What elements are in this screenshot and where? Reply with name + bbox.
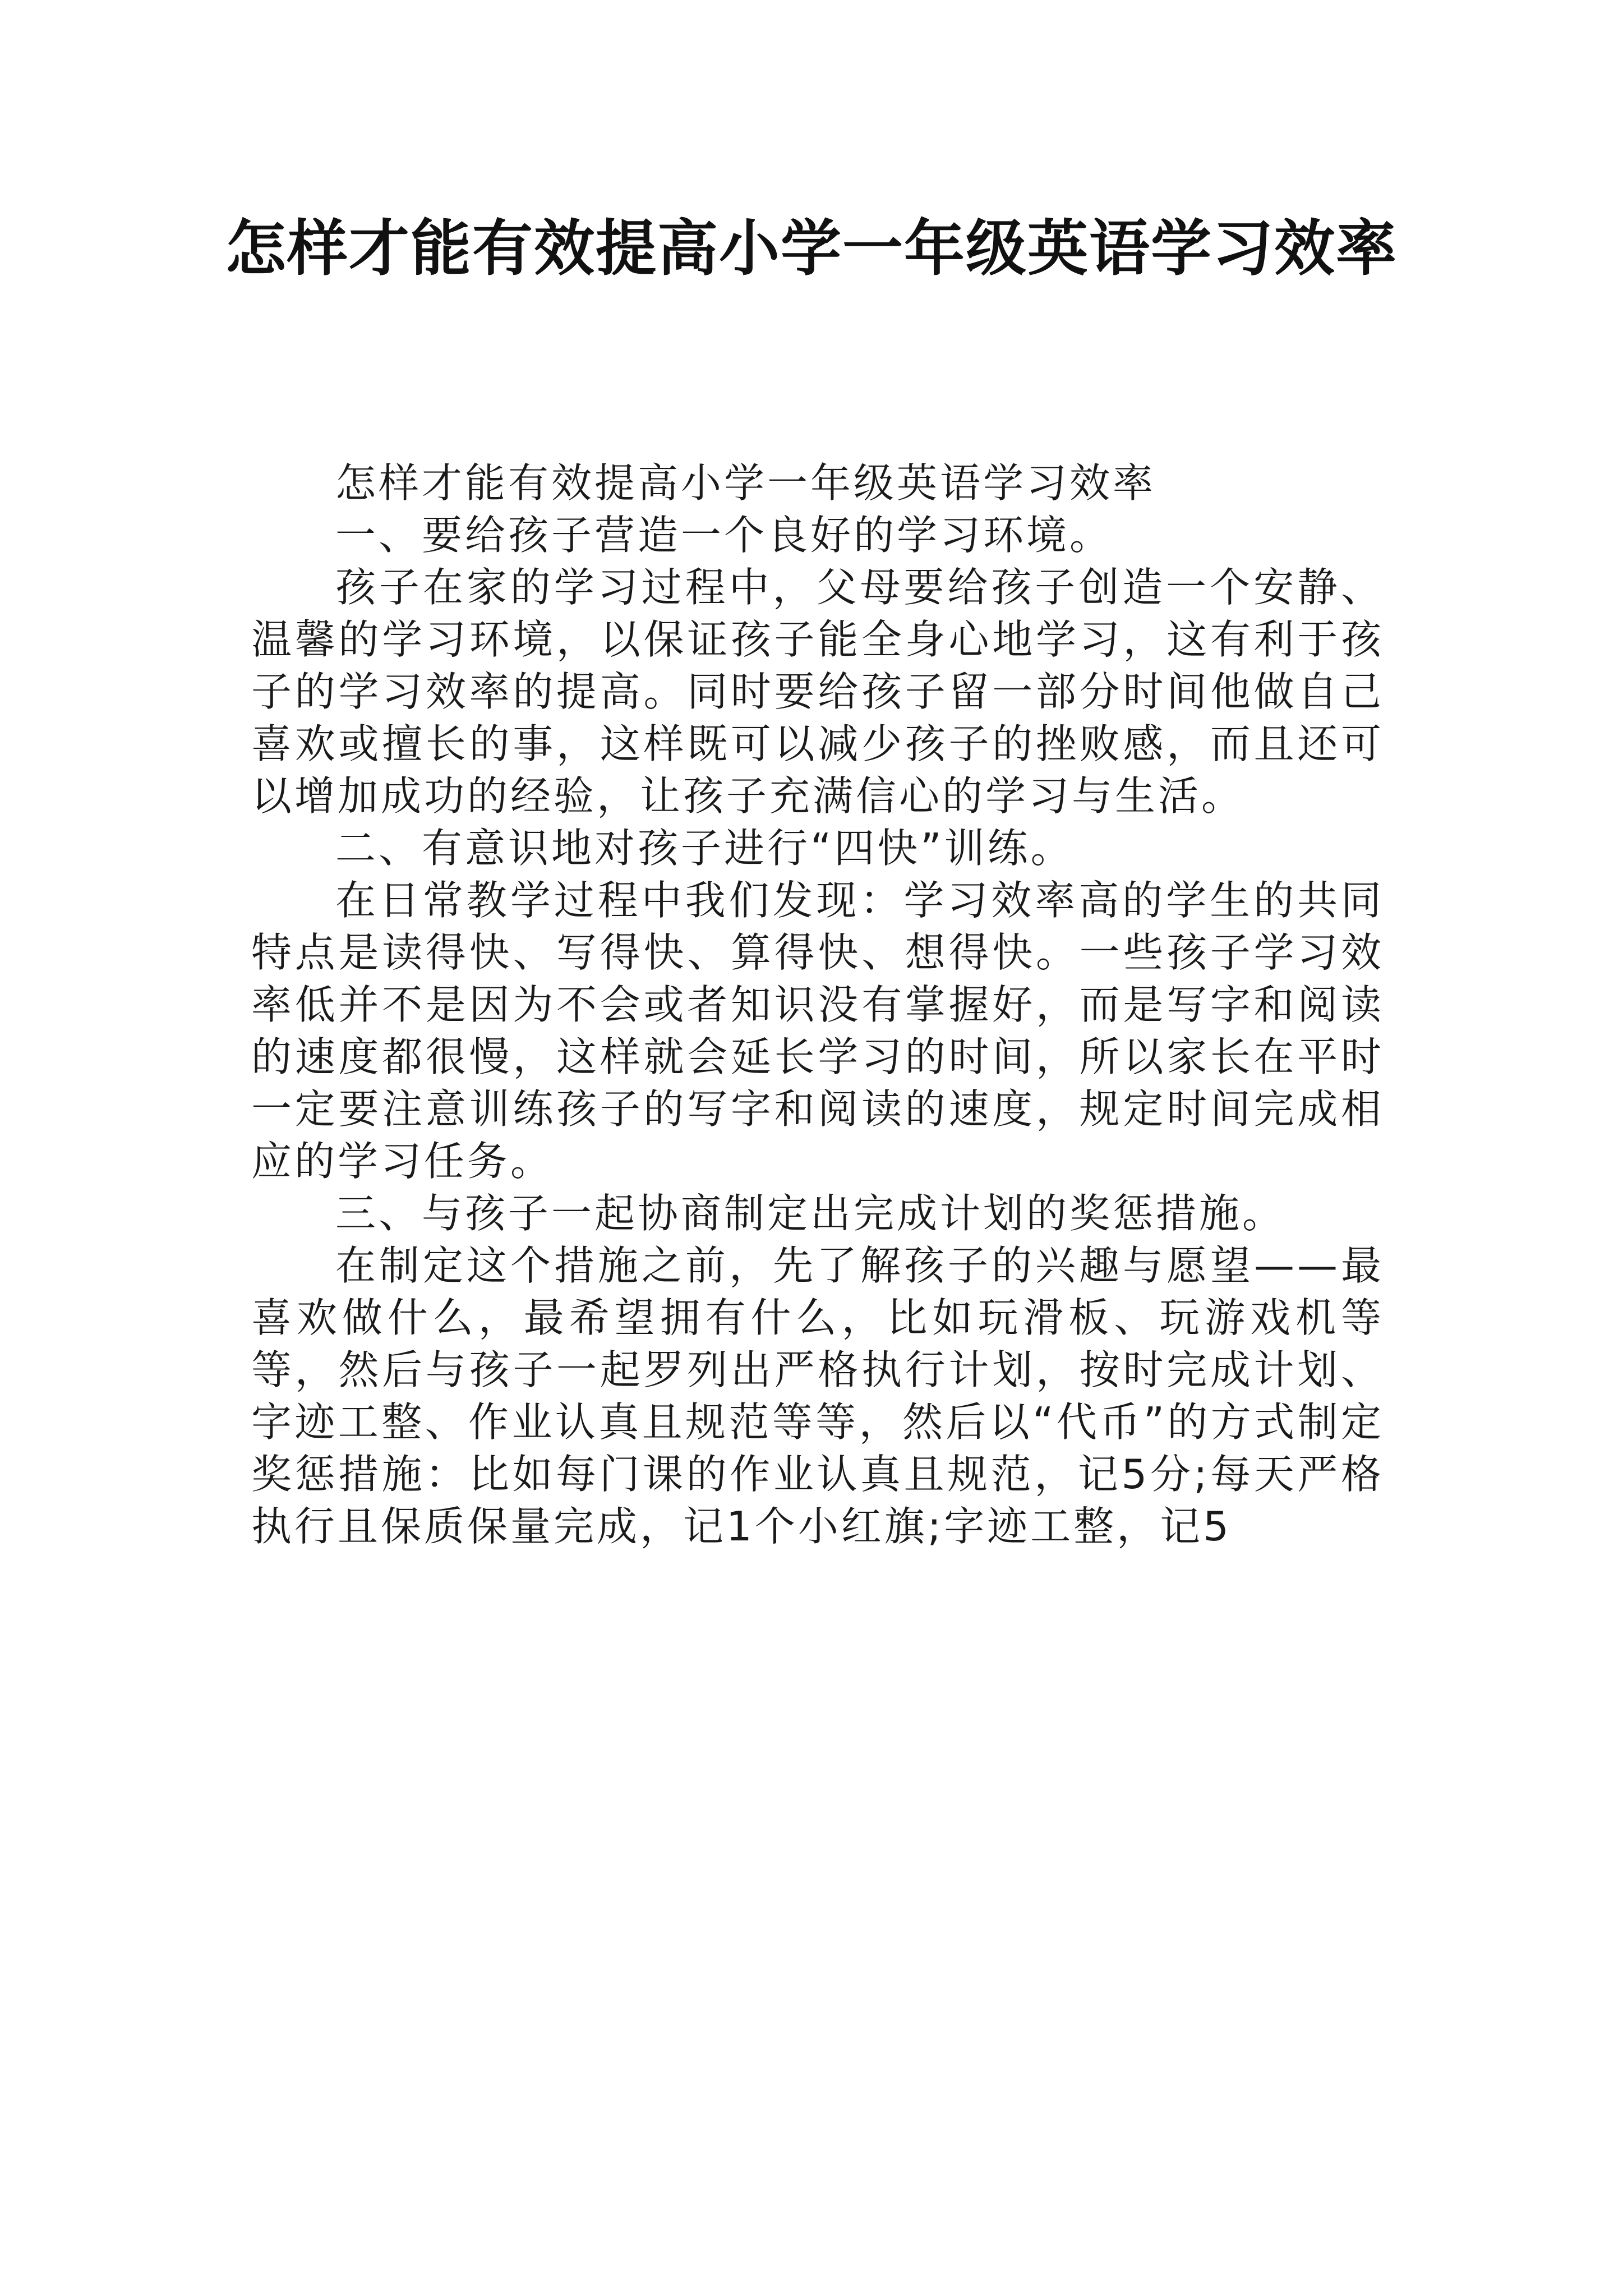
section-heading-3: 三、与孩子一起协商制定出完成计划的奖惩措施。 [335, 1190, 1286, 1237]
subtitle-paragraph: 怎样才能有效提高小学一年级英语学习效率 [335, 459, 1156, 507]
section-paragraph-2: 在日常教学过程中我们发现：学习效率高的学生的共同特点是读得快、写得快、算得快、想得快。一些孩子学习效率低并不是因为不会或者知识没有掌握好，而是写字和阅读的速度都很慢，这样就会延长学习的时间，所以家长在平时一定要注意训练孩子的写字和阅读的速度，规定时间完成相应的学习任务。 [251, 877, 1384, 1185]
document-title: 怎样才能有效提高小学一年级英语学习效率 [225, 213, 1398, 284]
document-body [251, 457, 1384, 1553]
section-heading-2: 二、有意识地对孩子进行“四快”训练。 [335, 825, 1074, 872]
section-paragraph-1: 孩子在家的学习过程中，父母要给孩子创造一个安静、温馨的学习环境，以保证孩子能全身心地学习，这有利于孩子的学习效率的提高。同时要给孩子留一部分时间他做自己喜欢或擅长的事，这样既可以减少孩子的挫败感，而且还可以增加成功的经验，让孩子充满信心的学习与生活。 [251, 564, 1384, 820]
section-paragraph-3: 在制定这个措施之前，先了解孩子的兴趣与愿望——最喜欢做什么，最希望拥有什么，比如玩滑板、玩游戏机等等，然后与孩子一起罗列出严格执行计划，按时完成计划、字迹工整、作业认真且规范等等，然后以“代币”的方式制定奖惩措施：比如每门课的作业认真且规范，记5分;每天严格执行且保质保量完成，记1个小红旗;字迹工整，记5 [251, 1242, 1384, 1550]
section-heading-1: 一、要给孩子营造一个良好的学习环境。 [335, 512, 1113, 559]
